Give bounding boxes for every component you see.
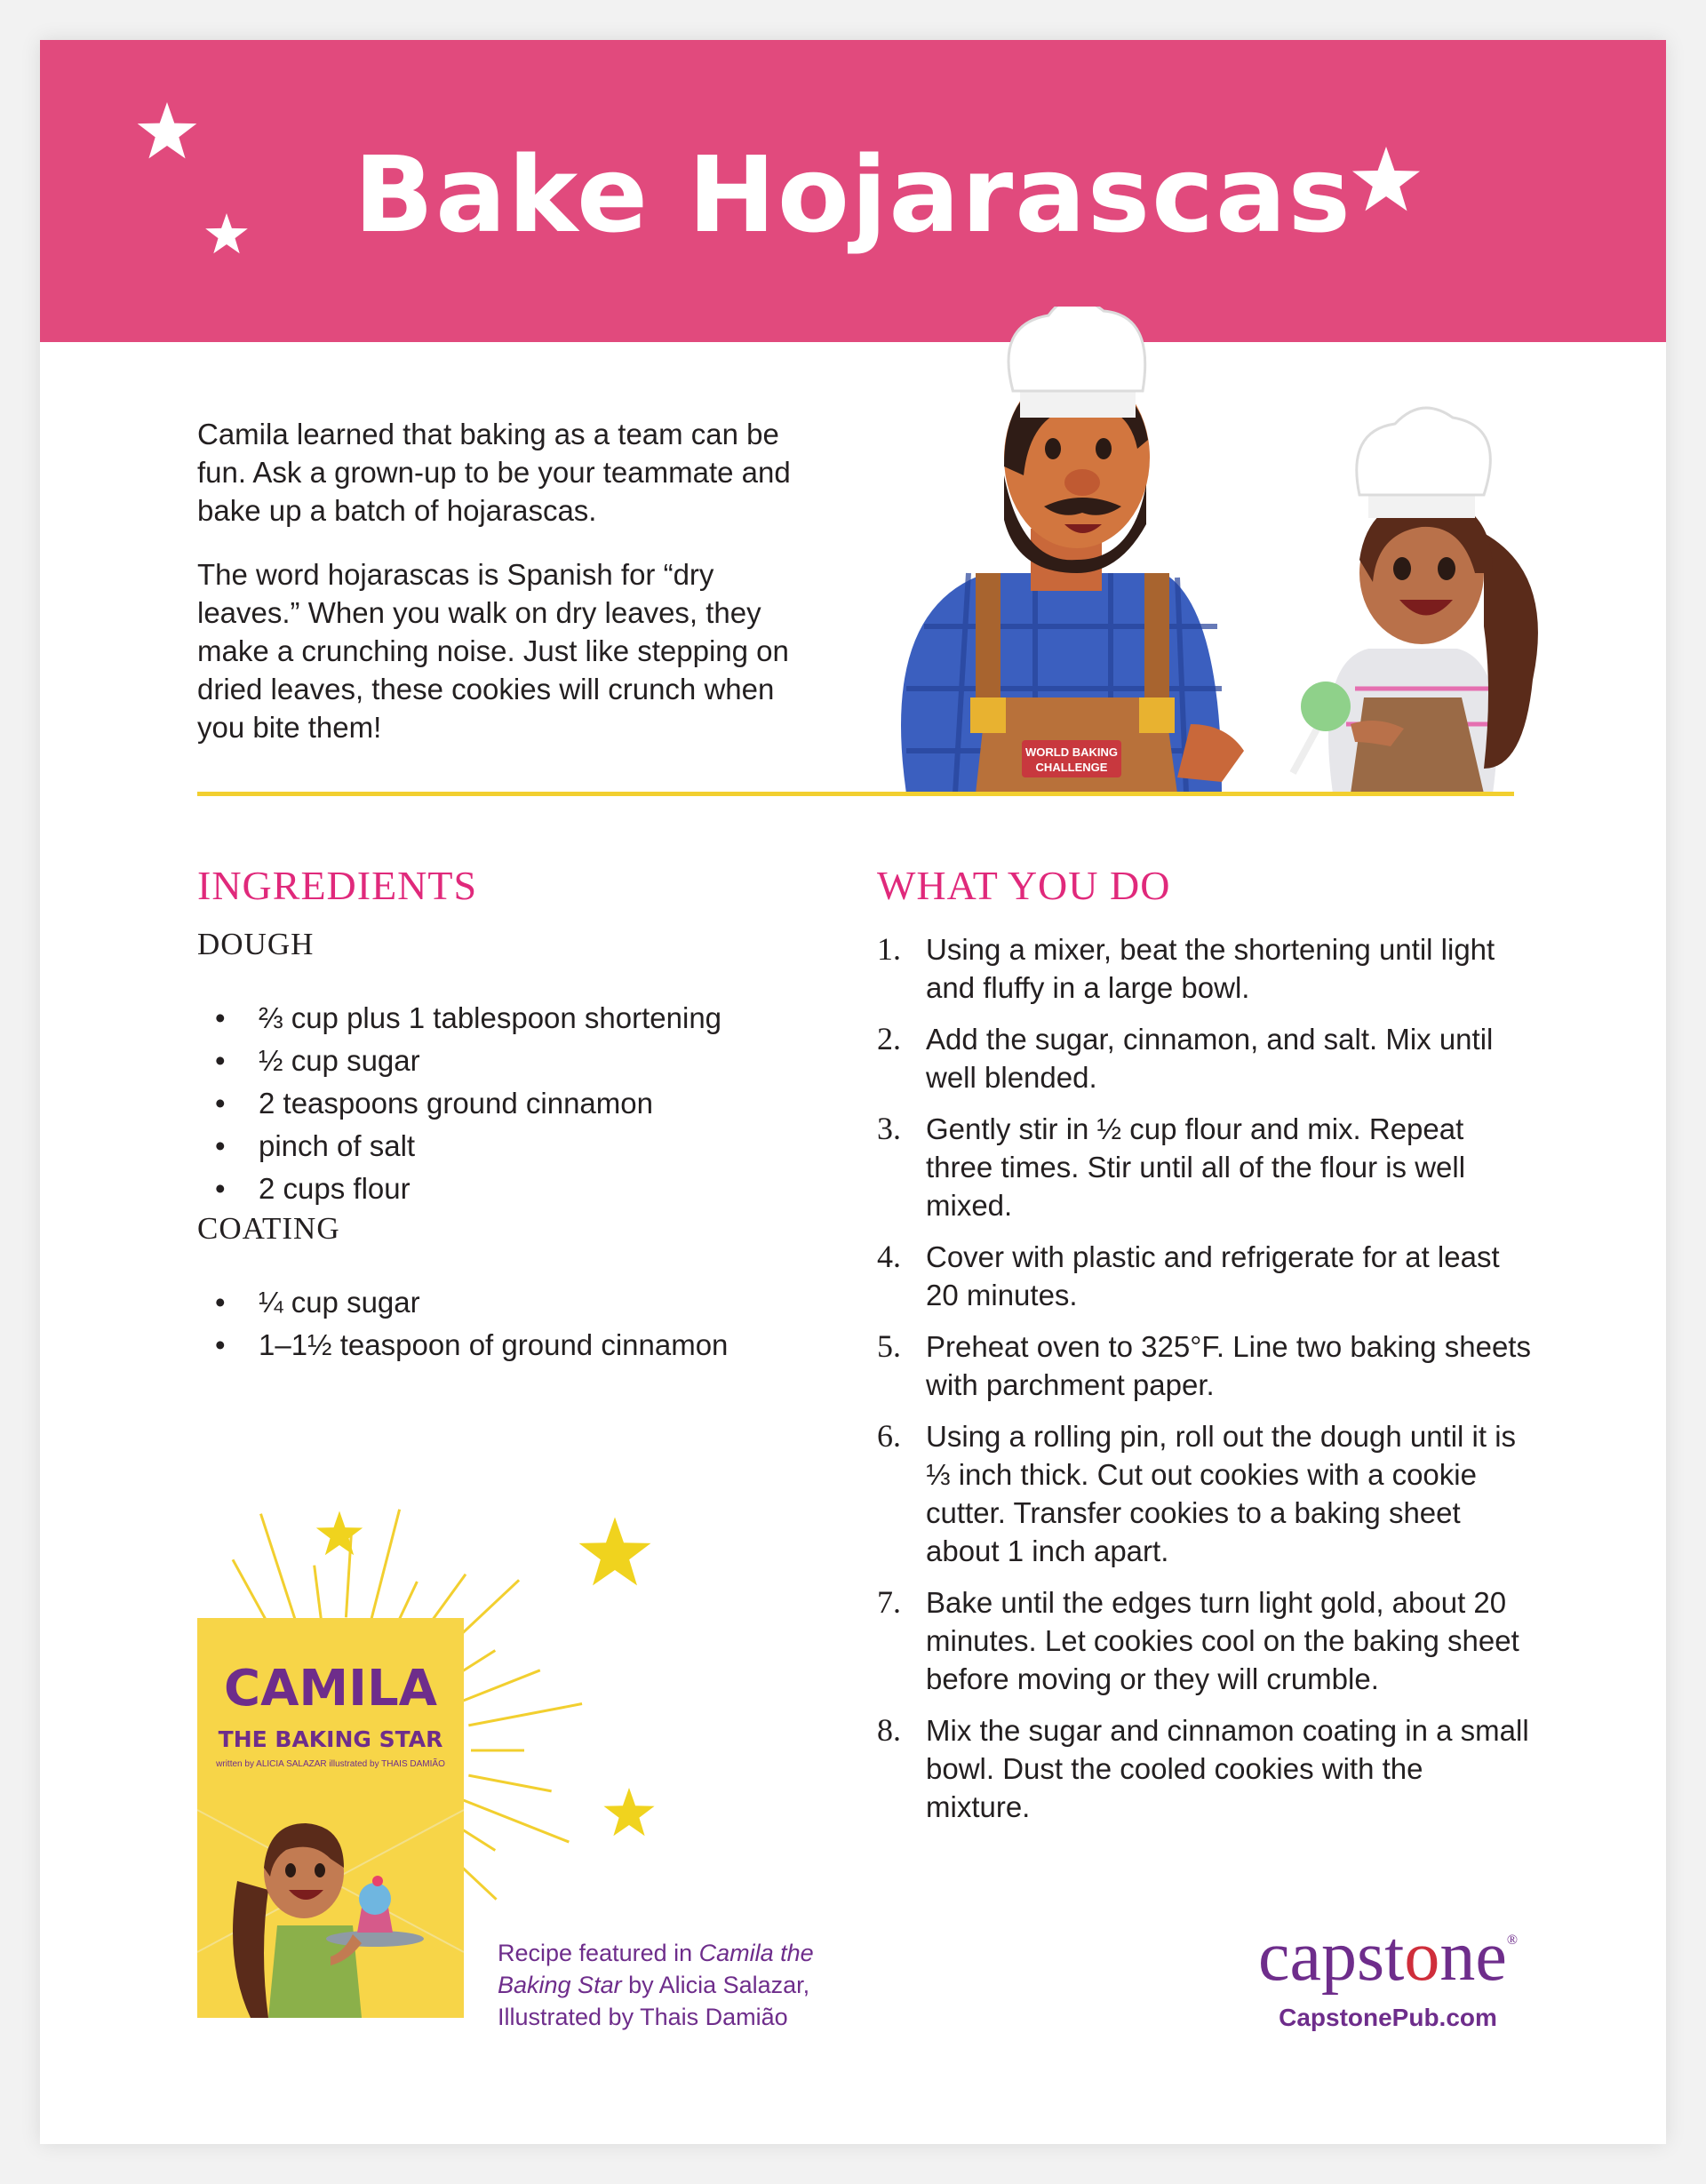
ingredient-item [197, 1082, 721, 1125]
ingredient-item [197, 1324, 728, 1367]
bullet-icon: • [215, 1328, 226, 1361]
ingredient-text: 2 teaspoons ground cinnamon [259, 1087, 653, 1120]
ingredient-item [197, 997, 721, 1040]
burst-ray [461, 1799, 569, 1842]
step-item [877, 1110, 1535, 1224]
title-banner [40, 40, 1666, 342]
ingredient-text: 1–1½ teaspoon of ground cinnamon [259, 1328, 729, 1361]
intro [197, 415, 801, 772]
bullet-icon: • [215, 1044, 226, 1077]
step-item [877, 1238, 1535, 1314]
bullet-icon: • [215, 1087, 226, 1120]
step-number: 4. [877, 1239, 901, 1274]
website-link[interactable]: CapstonePub.com [1279, 2004, 1497, 2031]
ingredient-text: 2 cups flour [259, 1172, 411, 1205]
step-item [877, 1417, 1535, 1570]
bullet-icon: • [215, 1129, 226, 1162]
ingredient-item [197, 1168, 721, 1210]
step-text: Cover with plastic and refrigerate for at least 20 minutes. [926, 1240, 1500, 1311]
step-item [877, 930, 1535, 1007]
step-text: Bake until the edges turn light gold, about 20 minutes. Let cookies cool on the baking sheet before moving or they will crumble. [926, 1586, 1519, 1695]
caption-prefix: Recipe featured in [498, 1940, 699, 1966]
section-divider [197, 792, 1514, 796]
star-icon [603, 1788, 654, 1836]
intro-paragraph: Camila learned that baking as a team can be fun. Ask a grown-up to be your teammate and bake up a batch of hojarascas. [197, 418, 791, 527]
ingredient-text: ¼ cup sugar [259, 1286, 420, 1319]
book-credit: written by ALICIA SALAZAR illustrated by THAIS DAMIÃO [216, 1759, 445, 1769]
step-number: 2. [877, 1021, 901, 1056]
ingredient-item [197, 1281, 728, 1324]
intro-paragraph: The word hojarascas is Spanish for “dry leaves.” When you walk on dry leaves, they make a crunching noise. Just like stepping on dried leaves, these cookies will crunch when you bite them! [197, 558, 789, 744]
apron-label: CHALLENGE [1035, 761, 1108, 774]
caption-suffix: by Alicia Salazar, Illustrated by Thais Damião [498, 1972, 810, 2030]
capstone-logo[interactable]: capstone® [1257, 1917, 1519, 1996]
step-text: Using a rolling pin, roll out the dough until it is ⅓ inch thick. Cut out cookies with a cookie cutter. Transfer cookies to a baking sheet about 1 inch apart. [926, 1420, 1517, 1567]
ingredient-text: ⅔ cup plus 1 tablespoon shortening [259, 1001, 722, 1034]
step-number: 6. [877, 1418, 901, 1454]
dough-list [197, 997, 721, 1210]
step-item [877, 1583, 1535, 1698]
step-number: 3. [877, 1111, 901, 1146]
burst-ray [315, 1566, 322, 1619]
step-text: Mix the sugar and cinnamon coating in a small bowl. Dust the cooled cookies with the mixture. [926, 1714, 1529, 1823]
apron-label: WORLD BAKING [1025, 745, 1118, 759]
what-you-do-heading: WHAT YOU DO [877, 863, 1171, 908]
recipe-page [40, 40, 1666, 2144]
step-number: 5. [877, 1328, 901, 1364]
step-text: Gently stir in ½ cup flour and mix. Repeat three times. Stir until all of the flour is well mixed. [926, 1112, 1466, 1222]
burst-ray [461, 1670, 539, 1702]
burst-ray [468, 1775, 551, 1791]
ingredient-item [197, 1125, 721, 1168]
recipe-caption [498, 1937, 862, 2033]
book-subtitle: THE BAKING STAR [218, 1726, 443, 1752]
step-item [877, 1327, 1535, 1404]
ingredient-item [197, 1040, 721, 1082]
step-text: Preheat oven to 325°F. Line two baking sheets with parchment paper. [926, 1330, 1531, 1401]
book-title: CAMILA [223, 1660, 438, 1718]
caption-book-title: Camila the Baking Star [498, 1940, 814, 1998]
bullet-icon: • [215, 1001, 226, 1034]
step-number: 7. [877, 1584, 901, 1620]
star-icon [316, 1511, 363, 1556]
ingredient-text: ½ cup sugar [259, 1044, 420, 1077]
camila-illustration [197, 1774, 464, 2018]
burst-ray [260, 1514, 296, 1624]
chef-illustration [871, 307, 1546, 793]
step-text: Add the sugar, cinnamon, and salt. Mix until well blended. [926, 1023, 1494, 1094]
step-text: Using a mixer, beat the shortening until light and fluffy in a large bowl. [926, 933, 1495, 1004]
step-item [877, 1020, 1535, 1096]
star-icon [579, 1518, 651, 1586]
step-number: 1. [877, 931, 901, 967]
step-item [877, 1711, 1535, 1826]
steps-list [877, 930, 1535, 1839]
coating-list [197, 1281, 728, 1367]
step-number: 8. [877, 1712, 901, 1748]
ingredient-text: pinch of salt [259, 1129, 416, 1162]
coating-heading: COATING [197, 1211, 340, 1246]
book-cover [197, 1618, 464, 2018]
bullet-icon: • [215, 1286, 226, 1319]
ingredients-heading: INGREDIENTS [197, 863, 478, 908]
dough-heading: DOUGH [197, 927, 315, 961]
burst-ray [468, 1704, 582, 1726]
burst-ray [371, 1510, 399, 1622]
page-title: Bake Hojarascas [354, 133, 1352, 256]
bullet-icon: • [215, 1172, 226, 1205]
